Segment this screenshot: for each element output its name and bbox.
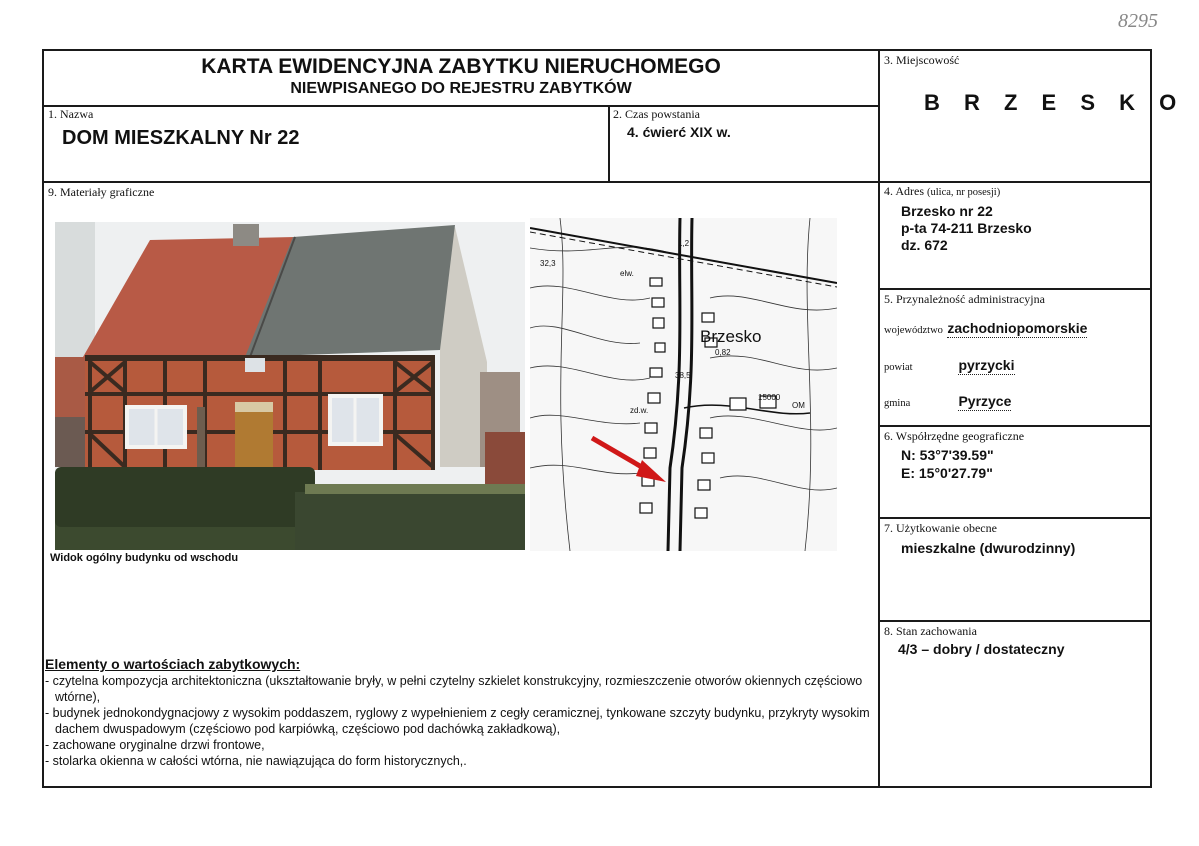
county-row (884, 357, 1015, 375)
address-value (901, 203, 1032, 254)
map-label: OM (792, 401, 805, 410)
coords-north: N: 53°7'39.59" (901, 447, 994, 463)
commune-value: Pyrzyce (958, 393, 1012, 409)
usage-label: 7. Użytkowanie obecne (884, 521, 997, 535)
address-line: dz. 672 (901, 237, 948, 253)
coords-label: 6. Współrzędne geograficzne (884, 429, 1025, 443)
name-label: 1. Nazwa (48, 107, 94, 121)
map-town-label: Brzesko (700, 327, 762, 346)
address-line: p-ta 74-211 Brzesko (901, 220, 1032, 236)
graphics-label: 9. Materiały graficzne (48, 185, 155, 199)
name-value: DOM MIESZKALNY Nr 22 (62, 127, 300, 149)
county-label: powiat (884, 362, 913, 373)
voivodeship-value: zachodniopomorskie (947, 320, 1088, 336)
condition-label: 8. Stan zachowania (884, 624, 977, 638)
date-value: 4. ćwierć XIX w. (627, 124, 731, 140)
voivodeship-label: województwo (884, 325, 943, 336)
heritage-item: - czytelna kompozycja architektoniczna (ukształtowanie bryły, w pełni czytelny szkielet konstrukcyjny, rozmieszczenie otworów okiennych częściowo wtórne), (45, 674, 863, 704)
heritage-values (45, 656, 875, 769)
map-label: 32,3 (540, 259, 556, 268)
map-label: 15000 (758, 393, 781, 402)
map-label: 0,82 (715, 348, 731, 357)
catalog-number: 8295 (1118, 10, 1158, 32)
heritage-item: - zachowane oryginalne drzwi frontowe, (45, 738, 265, 752)
locality-label: 3. Miejscowość (884, 53, 960, 67)
card-subtitle: NIEWPISANEGO DO REJESTRU ZABYTKÓW (290, 80, 632, 97)
heritage-values-heading: Elementy o wartościach zabytkowych: (45, 656, 301, 672)
commune-row (884, 393, 1011, 411)
address-line: Brzesko nr 22 (901, 203, 993, 219)
heritage-item: - stolarka okienna w całości wtórna, nie nawiązująca do form historycznych,. (45, 754, 467, 768)
commune-label: gmina (884, 398, 911, 409)
location-map (530, 218, 837, 551)
photo-caption: Widok ogólny budynku od wschodu (50, 552, 239, 564)
county-value: pyrzycki (958, 357, 1015, 373)
admin-label: 5. Przynależność administracyjna (884, 292, 1045, 306)
map-label: 38,5 (675, 371, 691, 380)
usage-value: mieszkalne (dwurodzinny) (901, 540, 1076, 556)
locality-value: B R Z E S K O (924, 90, 1186, 115)
voivodeship-row (884, 320, 1087, 338)
address-label-note: (ulica, nr posesji) (927, 187, 1001, 198)
building-photo (55, 222, 525, 550)
address-label (884, 184, 1000, 199)
card-title: KARTA EWIDENCYJNA ZABYTKU NIERUCHOMEGO (201, 55, 721, 78)
condition-value: 4/3 – dobry / dostateczny (898, 641, 1065, 657)
map-label: zd.w. (630, 406, 649, 415)
address-label-text: 4. Adres (884, 184, 924, 198)
map-label: 1,2 (678, 239, 690, 248)
heritage-item: - budynek jednokondygnacjowy z wysokim poddaszem, ryglowy z wypełnieniem z cegły ceramicznej, tynkowane szczyty budynku, przykryty wysokim dachem dwuspadowym (częściowo pod karpiówką, częściowo pod dachówką zakładkową), (45, 706, 870, 736)
coords-east: E: 15°0'27.79" (901, 465, 993, 481)
map-label: elw. (620, 269, 634, 278)
date-label: 2. Czas powstania (613, 107, 700, 121)
